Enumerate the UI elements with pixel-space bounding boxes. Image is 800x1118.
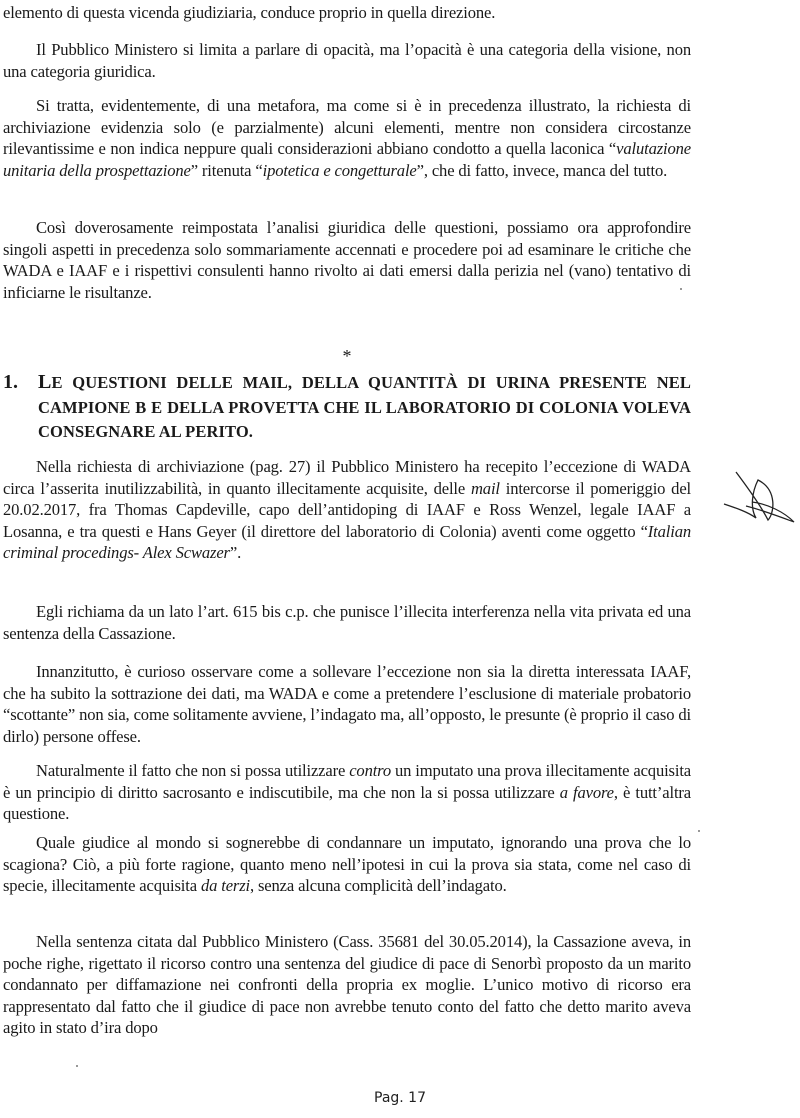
text-run: elemento di questa vicenda giudiziaria, conduce proprio in quella direzione. <box>3 3 496 22</box>
paragraph <box>3 39 691 82</box>
scan-speck <box>698 830 700 832</box>
paragraph <box>3 95 691 181</box>
text-run: Nella sentenza citata dal Pubblico Ministero (Cass. 35681 del 30.05.2014), la Cassazione aveva, in poche righe, rigettato il ricorso contro una sentenza del giudice di pace di Senorbì proposto da un marito condannato per diffamazione nei confronti della propria ex moglie. L’unico motivo di ricorso era rappresentato dal fatto che il giudice di pace non avrebbe tenuto conto del fatto che detto marito aveva agito in stato d’ira dopo <box>3 932 691 1038</box>
italic-text: contro <box>349 761 392 780</box>
text-run: Naturalmente il fatto che non si possa utilizzare <box>36 761 350 780</box>
text-run: , senza alcuna complicità dell’indagato. <box>249 876 507 896</box>
text-run: Si tratta, evidentemente, di una metafora, ma come si è in precedenza illustrato, la richiesta di archiviazione evidenzia solo (e parzialmente) alcuni elementi, mentre non considera circostanze rilevantissime e non indica neppure quali considerazioni abbiano condotto a quella laconica “ <box>3 96 691 159</box>
italic-text: a favore <box>559 782 614 802</box>
text-run: Così doverosamente reimpostata l’analisi giuridica delle questioni, possiamo ora approfondire singoli aspetti in precedenza solo sommariamente accennati e procedere poi ad esaminare le critiche che WADA e IAAF e i rispettivi consulenti hanno rivolto ai dati emersi dalla perizia nel (vano) tentativo di inficiarne le risultanze. <box>3 218 691 302</box>
scan-speck <box>680 288 682 290</box>
paragraph <box>3 931 691 1039</box>
italic-text: Italian criminal procedings- Alex Scwazer <box>3 521 691 563</box>
italic-text: ipotetica e congetturale <box>262 160 417 180</box>
text-run: Egli richiama da un lato l’art. 615 bis c.p. che punisce l’illecita interferenza nella vita privata ed una sentenza della Cassazione. <box>3 602 691 643</box>
italic-text: valutazione unitaria della prospettazione <box>3 139 691 180</box>
italic-text: mail <box>470 478 500 498</box>
text-run: Quale giudice al mondo si sognerebbe di condannare un imputato, ignorando una prova che lo scagiona? Ciò, a più forte ragione, quanto meno nell’ipotesi in cui la prova sia stata, come nel caso di specie, illecitamente acquisita <box>3 833 691 896</box>
text-run: un imputato una prova illecitamente acquisita è un principio di diritto sacrosanto e indiscutibile, ma che non la si possa utilizzare <box>3 761 692 802</box>
text-run: ”, che di fatto, invece, manca del tutto. <box>416 160 668 180</box>
paragraph <box>3 601 691 644</box>
section-number: 1. <box>3 371 18 393</box>
text-run: intercorse il pomeriggio del 20.02.2017, fra Thomas Capdeville, capo dell’antidoping di IAAF e Ross Wenzel, legale IAAF a Losanna, e tra questi e Hans Geyer (il direttore del laboratorio di Colonia) aventi come oggetto “ <box>3 478 691 541</box>
text-run: , è tutt’altra questione. <box>3 782 691 824</box>
italic-text: da terzi <box>200 876 250 896</box>
paragraph <box>3 2 691 24</box>
text-run: Il Pubblico Ministero si limita a parlare di opacità, ma l’opacità è una categoria della visione, non una categoria giuridica. <box>3 40 691 81</box>
text-run: Nella richiesta di archiviazione (pag. 27) il Pubblico Ministero ha recepito l’eccezione di WADA circa l’asserita inutilizzabilità, in quanto illecitamente acquisite, delle <box>3 457 691 498</box>
paragraph <box>3 661 691 747</box>
paragraph <box>3 760 691 825</box>
paragraph <box>3 456 691 564</box>
signature-icon <box>718 468 800 528</box>
section-title: LE QUESTIONI DELLE MAIL, DELLA QUANTITÀ DI URINA PRESENTE NEL CAMPIONE B E DELLA PROVETTA CHE IL LABORATORIO DI COLONIA VOLEVA CONSEGNARE AL PERITO. <box>38 371 691 441</box>
paragraph <box>3 832 691 897</box>
page-number: Pag. 17 <box>374 1090 426 1106</box>
text-run: Innanzitutto, è curioso osservare come a sollevare l’eccezione non sia la diretta interessata IAAF, che ha subito la sottrazione dei dati, ma WADA e come a pretendere l’esclusione di materiale probatorio “scottante” non sia, come solitamente avviene, l’indagato ma, all’opposto, le presunte (è proprio il caso di dirlo) persone offese. <box>3 662 691 746</box>
text-run: ” ritenuta “ <box>190 160 263 180</box>
section-heading <box>3 370 691 445</box>
scan-speck <box>76 1065 78 1067</box>
section-separator: * <box>342 346 352 366</box>
paragraph <box>3 217 691 303</box>
text-run: ”. <box>229 543 242 563</box>
